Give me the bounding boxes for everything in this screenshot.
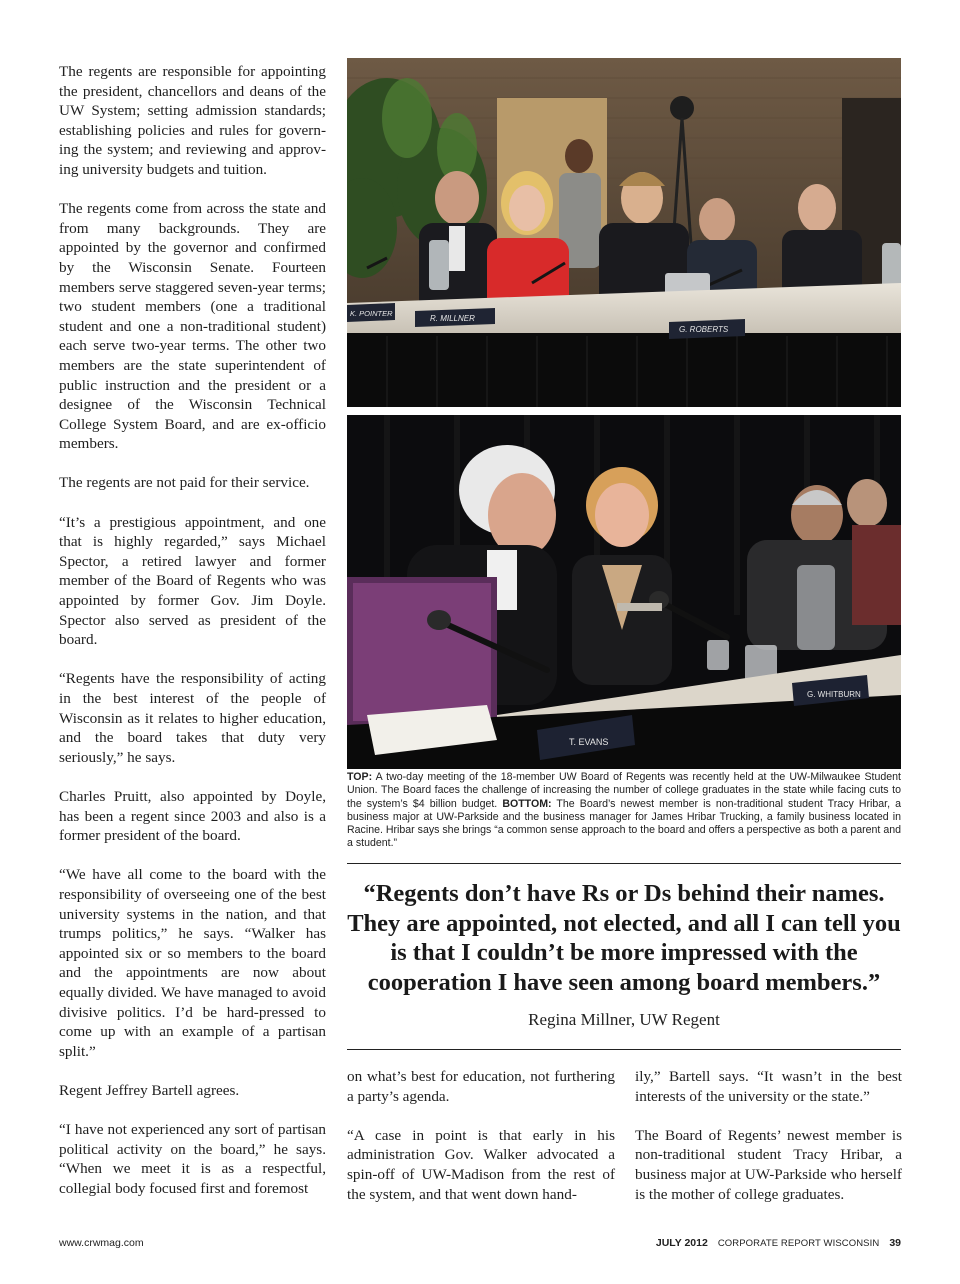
pull-quote: “Regents don’t have Rs or Ds behind their names. They are appointed, not elected, and all I can tell you is that I couldn’t be more impressed with the cooperation I have seen among board members.” [347,880,901,996]
body-paragraph: Regent Jeffrey Bartell agrees. [59,1081,240,1099]
footer-folio [656,1237,901,1249]
left-column [59,62,326,1218]
photo-board-meeting-bottom [347,415,901,769]
caption-bottom-text: The Board’s newest member is non-traditional student Tracy Hribar, a business major at UW-Parkside and the business manager for James Hribar Trucking, a family business located in Racine. Hribar says she brings “a common sense approach to the board and offers a perspective as both a parent and a student.” [347,797,901,850]
page-number: 39 [889,1237,901,1249]
photo-caption [347,771,901,851]
body-paragraph: “I have not experienced any sort of partisan political activity on the board,” he says. “When we meet it is as a respectful, collegial body focused first and foremost [59,1121,326,1197]
caption-top-text: A two-day meeting of the 18-member UW Board of Regents was recently held at the UW-Milwaukee Student Union. The Board faces the challenge of increasing the number of college graduates in the state while facing cuts to the system’s $4 billion budget. [347,771,901,810]
body-paragraph: on what’s best for education, not furthering a party’s agenda. [347,1068,615,1105]
svg-text:T. EVANS: T. EVANS [569,737,609,747]
body-paragraph: The regents are responsible for appointing the president, chancellors and deans of the UW System; setting admission standards; establishing policies and rules for governing the system; and reviewing and approving university budgets and tuition. [59,63,326,178]
right-column [635,1067,902,1224]
body-paragraph: The Board of Regents’ newest member is non-traditional student Tracy Hribar, a business major at UW-Parkside who herself is the mother of college graduates. [635,1126,902,1203]
middle-column [347,1067,615,1224]
svg-text:G. ROBERTS: G. ROBERTS [679,325,729,334]
photo-board-meeting-top [347,58,901,407]
footer-date: JULY 2012 [655,1237,708,1249]
caption-bottom-label: BOTTOM: [502,797,552,810]
svg-text:K. POINTER: K. POINTER [350,309,393,318]
body-paragraph: “We have all come to the board with the responsibility of overseeing one of the best university systems in the nation, and that trumps politics,” he says. “Walker has appointed six or so members to the board and the appointments are now about equally divided. We have managed to avoid divisive politics. I’d be hard-pressed to come up with an example of a partisan split.” [59,866,326,1060]
footer-website: www.crwmag.com [59,1237,144,1249]
photo-illustration [347,58,901,407]
photo-illustration [347,415,901,769]
body-paragraph: The regents come from across the state and from many backgrounds. They are appointed by the governor and confirmed by the Wisconsin Senate. Fourteen members serve staggered seven-year terms; two student members (one a traditional student and one a non-traditional student) each serve two-year terms. The other two members are the state superintendent of public instruction and the president or a designee of the Wisconsin Technical College System Board, and are ex-officio members. [59,200,326,453]
nameplate [669,319,745,339]
divider-rule [347,863,901,864]
footer-publication: CORPORATE REPORT WISCONSIN [717,1238,880,1249]
body-paragraph: “It’s a prestigious appointment, and one that is highly regarded,” says Michael Spector, a retired lawyer and former member of the Board of Regents who was appointed by former Gov. Jim Doyle. Spector also served as president of the board. [59,513,326,649]
nameplate [415,308,495,327]
nameplate [347,303,395,322]
caption-top-label: TOP: [347,771,373,783]
body-paragraph: “Regents have the responsibility of acting in the best interest of the people of Wisconsin as it relates to higher education, and the board takes that duty very seriously,” he says. [59,670,326,766]
divider-rule [347,1049,901,1050]
body-paragraph: Charles Pruitt, also appointed by Doyle, has been a regent since 2003 and also is a former president of the board. [59,787,326,845]
svg-text:R. MILLNER: R. MILLNER [430,314,475,323]
pull-quote-attribution: Regina Millner, UW Regent [528,1010,720,1029]
body-paragraph: The regents are not paid for their service. [59,474,310,492]
svg-text:G. WHITBURN: G. WHITBURN [807,690,861,699]
body-paragraph: ily,” Bartell says. “It wasn’t in the best interests of the university or the state.” [635,1068,902,1105]
body-paragraph: “A case in point is that early in his administration Gov. Walker advocated a spin-off of UW-Madison from the rest of the system, and that went down hand- [347,1126,615,1203]
